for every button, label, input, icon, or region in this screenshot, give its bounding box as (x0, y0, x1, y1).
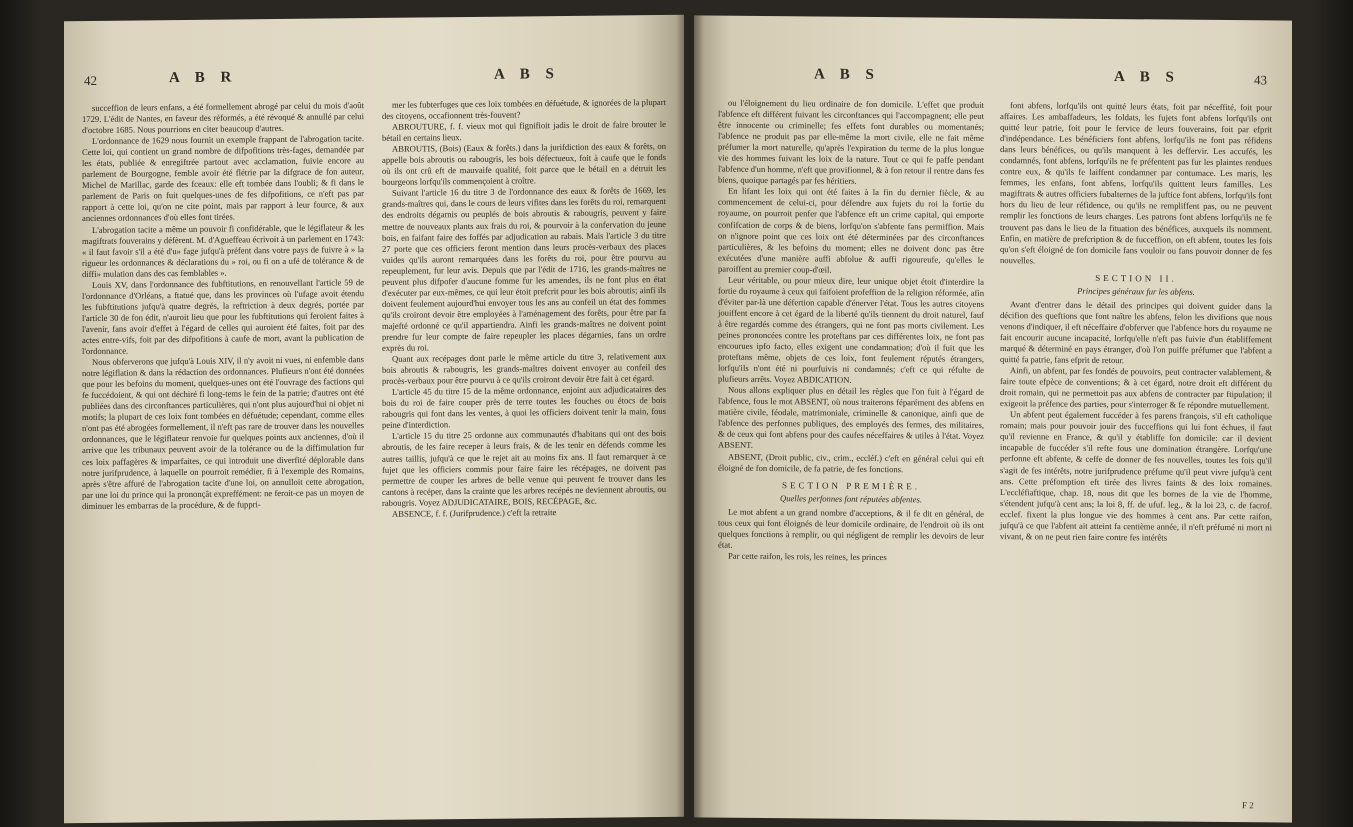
right-column-2 (1000, 100, 1272, 544)
right-page (694, 15, 1292, 822)
paragraph: Ainfi, un abfent, par fes fondés de pouvoirs, peut contracter valablement, & faire toute efpèce de conventions; & à cet égard, notre droit eft différent du droit romain, qui ne permettoit pas aux abfens de contracter par ftipulation; il exigeoit la préfence des parties, pour s'interroger & fe répondre mutuellement. (1000, 365, 1272, 411)
right-page-header (694, 65, 1292, 96)
left-column-1 (82, 100, 364, 512)
left-column-2 (382, 97, 666, 520)
paragraph: Par cette raifon, les rois, les reines, les princes (728, 550, 887, 562)
paragraph: Nous obferverons que jufqu'à Louis XIV, il n'y avoit ni vues, ni enfemble dans notre légiflation & dans la rédaction des ordonnances. Plufieurs n'ont été données que pour les befoins du moment, quelques-unes ont été l'ouvrage des factions qui fe fuccédoient, & qui ont déchiré fi long-tems le fein de la patrie; d'autres ont été publiées dans des circonftances particulières, qui n'ont plus aujourd'hui ni objet ni motifs; la plupart de ces loix font tombées en défuétude; cependant, comme elles n'ont pas été abrogées formellement, il n'eft pas rare de trouver dans les nouvelles ordonnances, que le légiflateur renvoie fur quelques points aux anciennes, d'où il arrive que les tribunaux peuvent avoir de la tolérance ou de la diffimulation fur ces loix paffagères & imparfaites, ce qui introduit une diverfité déplorable dans notre jurifprudence, à laquelle on pourroit remédier, fi à l'exemple des Romains, après s'être affuré de l'abrogation tacite d'une loi, on annulloit cette abrogation, par une loi du prince qui la prononçât expreffément: ne feroit-ce pas un moyen de diminuer les embarras de la procédure, & de fuppri- (82, 354, 364, 511)
catchword: F 2 (1242, 800, 1254, 811)
paragraph: L'abrogation tacite a même un pouvoir fi confidérable, que le légiflateur & les magiftrats fouverains y défèrent. M. d'Agueffeau écrivoit à un parlement en 1743: « il faut favoir s'il a été d'u» fage jufqu'à préfent dans votre pays de fuivre à » la rigueur les ordonnances & déclarations du » roi, ou fi on a ufé de tolérance & de diffi» mulation dans des cas femblables ». (82, 221, 364, 279)
paragraph: ou l'éloignement du lieu ordinaire de fon domicile. L'effet que produit l'abfence eft différent fuivant les circonftances qui l'accompagnent; elle peut être innocente ou criminelle; fes effets font durables ou momentanés; l'abfence ne produit pas par elle-même la mort civile, elle ne fait même préfumer la mort naturelle, qu'après l'expiration du terme de la plus longue vie des hommes fuivant les loix de la nature. Tout ce qui fe paffe pendant l'abfence d'un homme, n'eft que provifionnel, & à fon retour il rentre dans fes biens, quoique partagés par fes héritiers. (718, 97, 984, 187)
paragraph: ABROUTURE, f. f. vieux mot qui fignifioit jadis le droit de faire brouter le bétail en certains lieux. (382, 119, 666, 144)
paragraph: succeffion de leurs enfans, a été formellement abrogé par celui du mois d'août 1729. L'édit de Nantes, en faveur des réformés, a été révoqué & annullé par celui d'octobre 1685. Nous pourrions en citer beaucoup d'autres. (82, 100, 364, 136)
paragraph: ABROUTIS, (Bois) (Eaux & forêts.) dans la jurifdiction des eaux & forêts, on appelle bois abroutis ou rabougris, les bois défectueux, foit à caufe que le fonds où ils ont crû eft de mauvaife qualité, foit parce que le bétail en a détruit les bourgeons lorfqu'ils commençoient à croître. (382, 141, 666, 188)
section-subtitle: Principes généraux fur les abfens. (1077, 285, 1195, 297)
paragraph: Quant aux recépages dont parle le même article du titre 3, relativement aux bois abroutis & rabougris, les grands-maîtres doivent envoyer au confeil des procès-verbaux pour être pourvu à ce qu'ils croiront devoir être fait à cet égard. (382, 351, 666, 387)
left-running-head-1: A B R (169, 69, 238, 87)
left-page-number: 42 (84, 72, 97, 89)
section-title: SECTION PREMIÈRE. (781, 479, 920, 491)
paragraph: Un abfent peut également fuccéder à fes parens françois, s'il eft catholique romain; mais pour pouvoir jouir des fucceffions qui lui font échues, il faut qu'il revienne en France, & qu'il y établiffe fon domicile: car il devient incapable de fuccéder s'il refte fous une domination étrangère. Lorfqu'une perfonne eft abfente, & ceffe de donner de fes nouvelles, toutes les fois qu'il s'agit de fes intérêts, notre jurifprudence préfume qu'il peut vivre jufqu'à cent ans. Cette préfomption eft tirée des livres faints & des loix romaines. L'eccléfiaftique, chap. 18, nous dit que les bornes de la vie de l'homme, s'étendent jufqu'à cent ans; la loi 8, ff. de ufuf. leg., & la loi 23, c. de facrof. ecclef. fixent la plus longue vie des hommes à cent ans. Par cette raifon, jufqu'à ce que l'abfent ait atteint fa centième année, il n'eft préfumé ni mort ni vivant, & on ne peut rien faire contre fes intérêts (1000, 409, 1272, 543)
paragraph: Leur véritable, ou pour mieux dire, leur unique objet étoit d'interdire la fortie du royaume à ceux qui faifoient profeffion de la religion réformée, afin d'éviter par-là une défertion capable d'énerver l'état. Tous les autres citoyens jouiffent encore à cet égard de la liberté qu'ils tiennent du droit naturel, fauf à être regardés comme des étrangers, qui ne font pas morts civilement. Les peines prononcées contre les proteftans par ces différentes loix, ne font pas encourues ipfo facto, elles exigent une condamnation; d'où il fuit que les proteftans même, objets de ces loix, font feulement réputés étrangers, lorfqu'ils n'ont été ni pourfuivis ni condamnés; c'eft ce qui réfulte de plufieurs arrêts. Voyez ABDICATION. (718, 274, 984, 385)
book-gutter (676, 12, 704, 824)
paragraph: Suivant l'article 16 du titre 3 de l'ordonnance des eaux & forêts de 1669, les grands-maîtres qui, dans le cours de leurs vifites dans les forêts du roi, remarquent des endroits dégarnis ou peuplés de bois abroutis & rabougris, peuvent y faire mettre de nouveaux plants aux frais du roi, & pourvoir à la confervation du jeune bois, en faifant faire des foffés par adjudication au rabais. Mais l'article 3 du titre 27 porte que ces officiers feront mention dans leurs procès-verbaux des places vuides qu'ils auront remarquées dans les forêts du roi, pour être pourvu au repeuplement, fur leur avis. Depuis que par l'édit de 1716, les grands-maîtres ne peuvent plus difpofer d'aucune fomme fur les amendes, ils ne font plus en état d'exécuter par eux-mêmes, ce qui leur étoit prefcrit pour les bois abroutis; ainfi ils doivent feulement aujourd'hui envoyer tous les ans au confeil un état des fommes qu'ils croiront devoir être employées à l'aménagement des forêts, pour être par fa majefté ordonné ce qu'il appartiendra. Ainfi les grands-maîtres ne doivent point prendre fur leur compte de faire repeupler les places dégarnies, fans un ordre exprès du roi. (382, 185, 666, 353)
left-running-head-2: A B S (494, 66, 560, 83)
paragraph: ABSENCE, f. f. (Jurifprudence.) c'eft la retraite (392, 506, 557, 519)
right-page-number: 43 (1254, 72, 1267, 88)
left-page-header (64, 65, 684, 97)
right-running-head-2: A B S (1114, 69, 1180, 86)
paragraph: Le mot abfent a un grand nombre d'acceptions, & il fe dit en général, de tous ceux qui font éloignés de leur domicile ordinaire, de l'endroit où ils ont quelques fonctions à remplir, ou qui négligent de remplir les devoirs de leur état. (718, 506, 984, 550)
left-page (64, 15, 684, 823)
paragraph: Louis XV, dans l'ordonnance des fubftitutions, en renouvellant l'article 59 de l'ordonnance d'Orléans, a ftatué que, dans les provinces où l'ufage avoit étendu les fubftitutions jufqu'à quatre degrés, la reftriction à deux degrés, portée par l'article 30 de fon édit, n'auroit lieu que pour les fubftitutions qui feroient faites à l'avenir, fans avoir d'effet à l'égard de celles qui auroient été faites, foit par des actes entre-vifs, foit par des difpofitions à caufe de mort, avant la publication de l'ordonnance. (82, 276, 364, 357)
right-column-1 (718, 98, 984, 564)
paragraph: font abfens, lorfqu'ils ont quitté leurs états, foit par néceffité, foit pour affaires. Les ambaffadeurs, les foldats, les fujets font abfens lorfqu'ils ont quitté leur patrie, foit pour le fervice de leurs fouverains, foit par efprit d'indépendance. Les bénéficiers font abfens, lorfqu'ils ne font pas réfidens dans leurs bénéfices, ou qu'ils manquent à les deffervir. Les accufés, les condamnés, font abfens, lorfqu'ils ne fe préfentent pas fur les plaintes rendues contre eux, & qu'ils fe laiffent condamner par contumace. Les maris, les femmes, les enfans, font abfens, lorfqu'ils quittent leurs familles. Les magiftrats & autres officiers fubalternes de la juftice font abfens, lorfqu'ils font hors du lieu de leur réfidence, ou qu'ils ne rempliffent pas, ou ne peuvent remplir les fonctions de leurs charges. Les patrons font abfens lorfqu'ils ne fe trouvent pas dans le lieu de la fituation des bénéfices, auxquels ils nomment. Enfin, en matière de prefcription & de fucceffion, on eft abfent, toutes les fois qu'on s'eft éloigné de fon domicile fans vouloir ou fans pouvoir donner de fes nouvelles. (1000, 100, 1272, 266)
paragraph: L'article 45 du titre 15 de la même ordonnance, enjoint aux adjudicataires des bois du roi de faire couper près de terre toutes les fouches ou étocs de bois rabougris qui font dans les ventes, à quoi les officiers doivent tenir la main, fous peine d'interdiction. (382, 384, 666, 431)
paragraph: Nous allons expliquer plus en détail les règles que l'on fuit à l'égard de l'abfence, fous le mot ABSENT, où nous traiterons féparément des abfens en matière civile, féodale, matrimoniale, criminelle & canonique, ainfi que de l'abfence des perfonnes publiques, des employés des fermes, des militaires, & de ceux qui font abfens pour des caufes néceffaires & utiles à l'état. Voyez ABSENT. (718, 384, 984, 451)
paragraph: Avant d'entrer dans le détail des principes qui doivent guider dans la décifion des queftions que font naître les abfens, felon les divifions que nous venons d'indiquer, il eft néceffaire d'obferver que l'abfence hors du royaume ne fait encourir aucune incapacité, lorfqu'elle n'eft pas fuivie d'un établiffement marqué & déterminé en pays étranger, d'où l'on puiffe préfumer que l'abfent a quitté fa patrie, fans efprit de retour. (1000, 298, 1272, 366)
paragraph: En lifant les loix qui ont été faites à la fin du dernier fiècle, & au commencement de celui-ci, pour défendre aux fujets du roi la fortie du royaume, on pourroit penfer que l'abfence eft un crime capital, qui emporte confifcation de corps & de biens, lorfqu'on s'abfente fans permiffion. Mais on n'ignore point que ces loix ont été déterminées par des circonftances particulières, & les befoins du moment; elles ne doivent donc pas être exécutées d'une manière auffi abfolue & auffi rigoureufe, qu'elles le paroiffent au premier coup-d'œil. (718, 186, 984, 275)
right-running-head-1: A B S (814, 66, 880, 84)
paragraph: mer les fubterfuges que ces loix tombées en défuétude, & ignorées de la plupart des citoyens, occafionnent très-fouvent? (382, 96, 666, 121)
section-title: SECTION II. (1095, 272, 1177, 284)
paragraph: ABSENT, (Droit public, civ., crim., eccléf.) c'eft en général celui qui eft éloigné de fon domicile, de fa patrie, de fes fonctions. (718, 451, 984, 474)
paragraph: L'article 15 du titre 25 ordonne aux communautés d'habitans qui ont des bois abroutis, de les faire receper à leurs frais, & de les tenir en défends comme les autres taillis, jufqu'à ce que le rejet ait au moins fix ans. Il faut remarquer à ce fujet que les officiers commis pour faire faire les récépages, ne doivent pas permettre de couper les arbres de belle venue qui peuvent fe trouver dans les cantons à recéper, dans la crainte que les arbres recépés ne deviennent abroutis, ou rabougris. Voyez ADJUDICATAIRE, BOIS, RECÉPAGE, &c. (382, 428, 666, 508)
section-subtitle: Quelles perfonnes font réputées abfentes. (779, 492, 922, 505)
paragraph: L'ordonnance de 1629 nous fournit un exemple frappant de l'abrogation tacite. Cette loi, qui contient un grand nombre de difpofitions très-fages, demandée par les états, publiée & enregiftrée partout avec acclamation, fuivie encore au parlement de Bourgogne, femble avoir été flétrie par la difgrace de fon auteur, Michel de Marillac, garde des fceaux: elle eft tombée dans l'oubli; & fi dans le parlement de Paris on fuit quelques-unes de fes difpofitions, ce n'eft pas par rapport à cette loi, qu'on ne cite point, mais par rapport à leur fource, & aux anciennes ordonnances d'où elles font tirées. (82, 133, 364, 224)
